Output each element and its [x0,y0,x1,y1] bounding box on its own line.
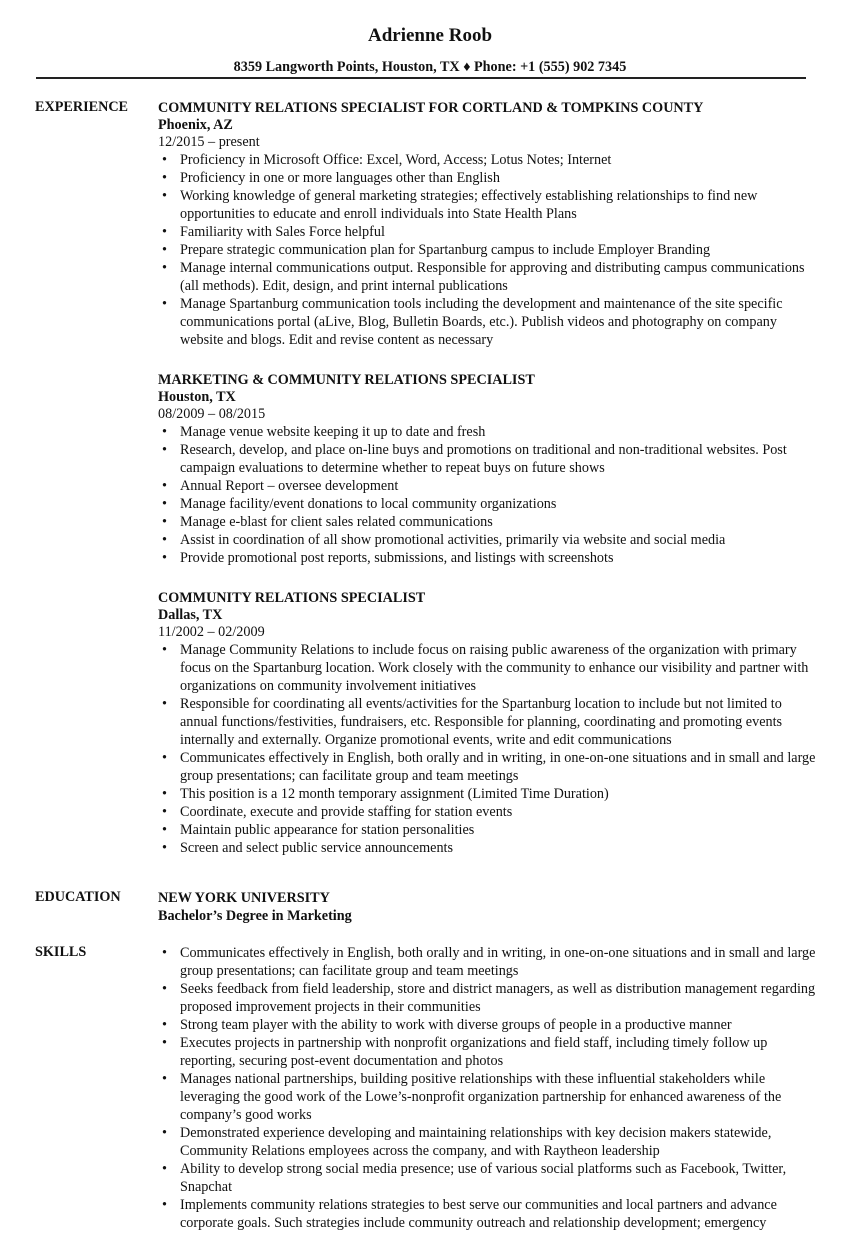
list-item: • Coordinate, execute and provide staffing for station events [158,803,818,821]
job-title: COMMUNITY RELATIONS SPECIALIST FOR CORTLAND & TOMPKINS COUNTY [158,100,704,116]
list-item: • Demonstrated experience developing and maintaining relationships with key decision makers statewide, Community Relations employees across the company, and with Raytheon leadership [158,1124,818,1160]
list-item: • Implements community relations strategies to best serve our communities and local partners and advance corporate goals. Such strategies include community outreach and relationship development; emergency [158,1196,818,1232]
list-item: • Research, develop, and place on-line buys and promotions on traditional and non-traditional websites. Post campaign evaluations to determine whether to repeat buys on future shows [158,441,818,477]
job-bullets [158,151,818,349]
list-item: • Manage facility/event donations to local community organizations [158,495,818,513]
degree: Bachelor’s Degree in Marketing [158,908,352,924]
job-title: MARKETING & COMMUNITY RELATIONS SPECIALIST [158,372,535,388]
list-item: • Seeks feedback from field leadership, store and district managers, as well as distribution management regarding proposed improvement projects in their communities [158,980,818,1016]
job-location: Phoenix, AZ [158,117,233,133]
list-item: • Communicates effectively in English, both orally and in writing, in one-on-one situations and in small and large group presentations; can facilitate group and team meetings [158,944,818,980]
list-item: • Proficiency in Microsoft Office: Excel, Word, Access; Lotus Notes; Internet [158,151,818,169]
header-divider [36,77,806,79]
list-item: • Proficiency in one or more languages other than English [158,169,818,187]
list-item: • Annual Report – oversee development [158,477,818,495]
list-item: • Familiarity with Sales Force helpful [158,223,818,241]
candidate-name: Adrienne Roob [367,25,493,46]
section-label-experience: EXPERIENCE [35,99,129,115]
job-location: Houston, TX [158,389,236,405]
list-item: • Manage Spartanburg communication tools including the development and maintenance of the site specific communications portal (aLive, Blog, Bulletin Boards, etc.). Publish videos and photography on company website and blogs. Edit and revise content as necessary [158,295,818,349]
list-item: • Manage venue website keeping it up to date and fresh [158,423,818,441]
job-bullets [158,641,818,857]
job-entry [158,371,818,567]
job-bullets [158,423,818,567]
list-item: • Working knowledge of general marketing strategies; effectively establishing relationships to find new opportunities to educate and enroll individuals into State Health Plans [158,187,818,223]
list-item: • Manage e-blast for client sales related communications [158,513,818,531]
contact-line: 8359 Langworth Points, Houston, TX ♦ Phone: +1 (555) 902 7345 [233,59,627,75]
school-name: NEW YORK UNIVERSITY [158,890,330,906]
list-item: • Strong team player with the ability to work with diverse groups of people in a productive manner [158,1016,818,1034]
list-item: • Communicates effectively in English, both orally and in writing, in one-on-one situations and in small and large group presentations; can facilitate group and team meetings [158,749,818,785]
job-entry [158,99,818,349]
education-body [158,889,818,925]
list-item: • Maintain public appearance for station personalities [158,821,818,839]
skills-body [158,944,818,1232]
list-item: • Provide promotional post reports, submissions, and listings with screenshots [158,549,818,567]
job-location: Dallas, TX [158,607,223,623]
job-entry [158,589,818,857]
section-label-skills: SKILLS [35,944,87,960]
experience-body [158,99,818,879]
list-item: • Executes projects in partnership with nonprofit organizations and field staff, including timely follow up reporting, securing post-event documentation and photos [158,1034,818,1070]
list-item: • Manages national partnerships, building positive relationships with these influential stakeholders while leveraging the good work of the Lowe’s-nonprofit organization partnership for enhanced awareness of the company’s good works [158,1070,818,1124]
job-dates: 12/2015 – present [158,134,260,150]
list-item: • Prepare strategic communication plan for Spartanburg campus to include Employer Branding [158,241,818,259]
list-item: • Manage Community Relations to include focus on raising public awareness of the organization with primary focus on the Spartanburg location. Work closely with the community to enhance our visibility and partner with organizations on community involvement initiatives [158,641,818,695]
list-item: • Ability to develop strong social media presence; use of various social platforms such as Facebook, Twitter, Snapchat [158,1160,818,1196]
list-item: • Manage internal communications output. Responsible for approving and distributing campus communications (all methods). Edit, design, and print internal publications [158,259,818,295]
list-item: • Assist in coordination of all show promotional activities, primarily via website and social media [158,531,818,549]
list-item: • Screen and select public service announcements [158,839,818,857]
job-dates: 08/2009 – 08/2015 [158,406,266,422]
job-dates: 11/2002 – 02/2009 [158,624,265,640]
skills-bullets [158,944,818,1232]
section-label-education: EDUCATION [35,889,121,905]
list-item: • This position is a 12 month temporary assignment (Limited Time Duration) [158,785,818,803]
list-item: • Responsible for coordinating all events/activities for the Spartanburg location to include but not limited to annual functions/festivities, fundraisers, etc. Responsible for planning, coordinating and promoting events internally and externally. Organize promotional events, write and edit communications [158,695,818,749]
job-title: COMMUNITY RELATIONS SPECIALIST [158,590,426,606]
